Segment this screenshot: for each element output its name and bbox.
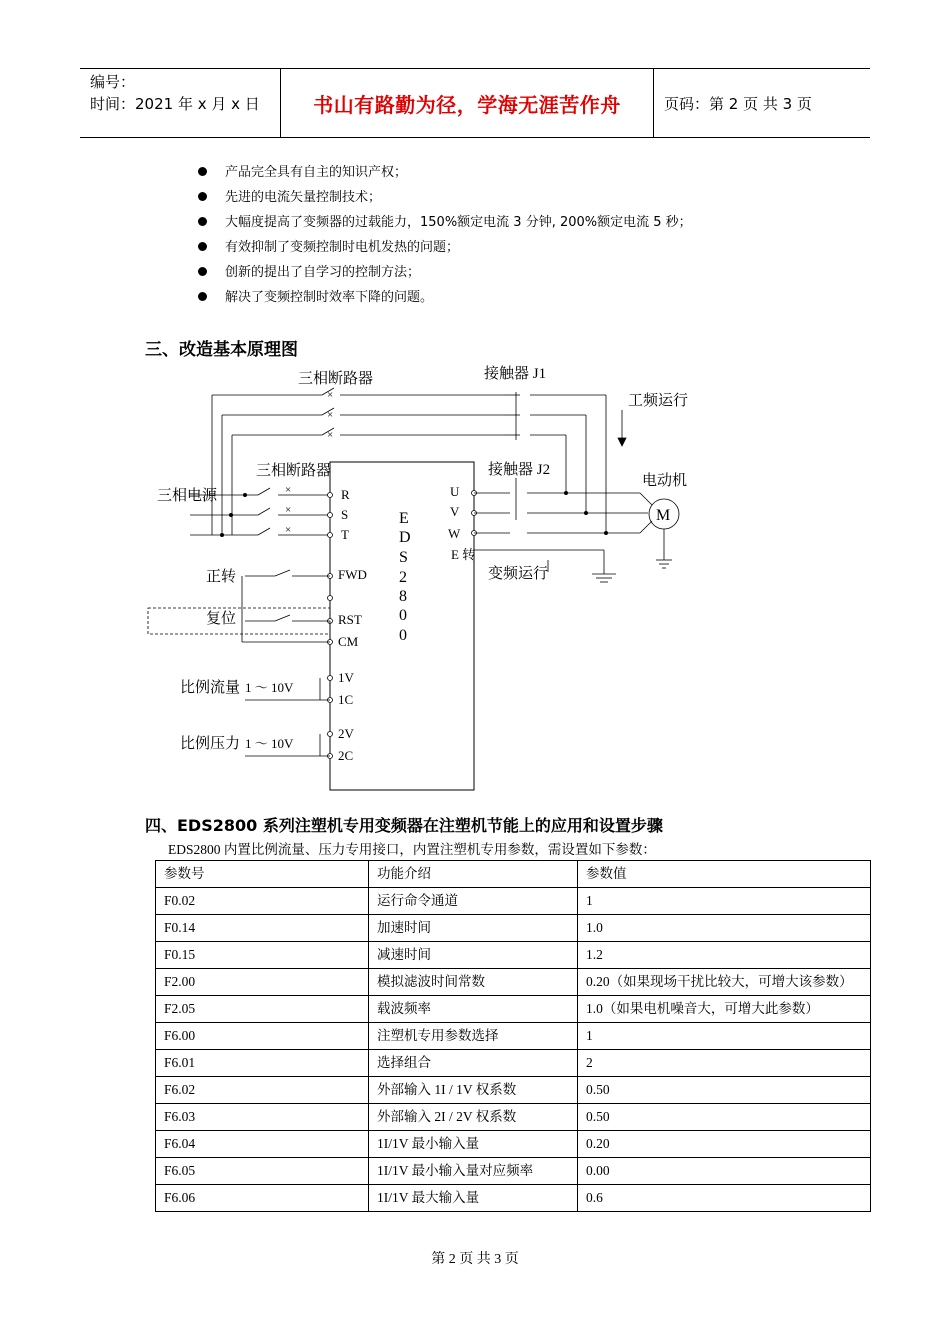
svg-text:R: R	[341, 487, 350, 502]
svg-text:CM: CM	[338, 634, 359, 649]
table-cell: 运行命令通道	[369, 888, 578, 915]
table-cell: 载波频率	[369, 996, 578, 1023]
range2-label: 1 ～ 10V	[245, 736, 294, 751]
parameter-table	[155, 860, 871, 1212]
control-lines	[148, 570, 330, 756]
svg-text:FWD: FWD	[338, 567, 367, 582]
bullet-icon	[198, 192, 207, 201]
table-cell: 加速时间	[369, 915, 578, 942]
inverter-model-label	[399, 510, 411, 644]
table-cell: F6.05	[156, 1158, 369, 1185]
table-row	[156, 942, 871, 969]
table-cell: F6.06	[156, 1185, 369, 1212]
svg-text:×: ×	[285, 504, 292, 516]
section4-intro: EDS2800 内置比例流量、压力专用接口，内置注塑机专用参数，需设置如下参数：	[168, 842, 656, 857]
table-cell: F0.15	[156, 942, 369, 969]
table-cell: 选择组合	[369, 1050, 578, 1077]
table-cell: 1	[578, 888, 871, 915]
table-row	[156, 915, 871, 942]
wiring-diagram	[0, 360, 950, 800]
svg-text:S: S	[399, 549, 408, 566]
header-right-cell	[654, 69, 870, 137]
page-footer: 第 2 页 共 3 页	[431, 1252, 519, 1267]
header-middle-cell	[281, 69, 654, 137]
table-cell: F0.02	[156, 888, 369, 915]
table-header-row: 参数号 功能介绍 参数值	[156, 861, 871, 888]
table-row	[156, 1104, 871, 1131]
svg-text:V: V	[450, 504, 460, 519]
table-row	[156, 1023, 871, 1050]
bullet-item: 大幅度提高了变频器的过载能力，150%额定电流 3 分钟, 200%额定电流 5 秒；	[198, 211, 692, 230]
table-cell: 减速时间	[369, 942, 578, 969]
table-cell: F0.14	[156, 915, 369, 942]
table-cell: F6.01	[156, 1050, 369, 1077]
table-cell: 外部输入 1I / 1V 权系数	[369, 1077, 578, 1104]
power-source-label: 三相电源	[157, 488, 218, 504]
table-cell: 0.50	[578, 1077, 871, 1104]
time-label: 时间：2021 年 x 月 x 日	[90, 95, 260, 113]
svg-text:D: D	[399, 529, 411, 546]
range1-label: 1 ～ 10V	[245, 680, 294, 695]
svg-text:1C: 1C	[338, 692, 354, 707]
table-cell: 1	[578, 1023, 871, 1050]
table-cell: 0.20	[578, 1131, 871, 1158]
bullet-item: 先进的电流矢量控制技术；	[198, 186, 381, 205]
bullet-item: 解决了变频控制时效率下降的问题。	[198, 286, 433, 305]
table-row	[156, 1158, 871, 1185]
table-row	[156, 888, 871, 915]
svg-text:0: 0	[399, 607, 407, 624]
motor-label: 电动机	[642, 473, 688, 489]
svg-text:E: E	[399, 510, 409, 527]
mains-run-label: 工频运行	[628, 393, 689, 409]
svg-text:×: ×	[327, 429, 334, 441]
forward-label: 正转	[206, 569, 237, 585]
svg-text:×: ×	[327, 389, 334, 401]
svg-text:E 转: E 转	[451, 547, 476, 562]
svg-text:T: T	[341, 527, 349, 542]
svg-text:U: U	[450, 484, 460, 499]
svg-text:2C: 2C	[338, 748, 354, 763]
breaker-left-label: 三相断路器	[256, 463, 332, 479]
page-label: 页码：第 2 页 共 3 页	[664, 94, 812, 113]
svg-text:0: 0	[399, 627, 407, 644]
bullet-icon	[198, 292, 207, 301]
table-cell: 0.50	[578, 1104, 871, 1131]
table-cell: F6.03	[156, 1104, 369, 1131]
table-cell: 注塑机专用参数选择	[369, 1023, 578, 1050]
table-cell: 0.6	[578, 1185, 871, 1212]
bullet-icon	[198, 267, 207, 276]
table-cell: 0.00	[578, 1158, 871, 1185]
svg-text:×: ×	[285, 524, 292, 536]
number-label: 编号：	[90, 73, 136, 91]
reset-label: 复位	[206, 611, 237, 627]
vfd-run-label: 变频运行	[488, 566, 549, 582]
svg-text:W: W	[448, 526, 461, 541]
table-cell: 1I/1V 最小输入量	[369, 1131, 578, 1158]
table-cell: F6.00	[156, 1023, 369, 1050]
flow-label: 比例流量	[180, 680, 241, 696]
svg-text:2: 2	[399, 569, 407, 586]
bullet-icon	[198, 217, 207, 226]
bullet-item: 有效抑制了变频控制时电机发热的问题；	[198, 236, 459, 255]
svg-text:×: ×	[285, 484, 292, 496]
bullet-item: 产品完全具有自主的知识产权；	[198, 161, 407, 180]
table-cell: 1I/1V 最小输入量对应频率	[369, 1158, 578, 1185]
table-row	[156, 1077, 871, 1104]
table-cell: F6.02	[156, 1077, 369, 1104]
svg-text:S: S	[341, 507, 349, 522]
section4-title: 四、EDS2800 系列注塑机专用变频器在注塑机节能上的应用和设置步骤	[145, 816, 663, 835]
table-cell: 1I/1V 最大输入量	[369, 1185, 578, 1212]
table-cell: 模拟滤波时间常数	[369, 969, 578, 996]
breaker-top-label: 三相断路器	[298, 371, 374, 387]
table-cell: F2.00	[156, 969, 369, 996]
svg-text:RST: RST	[338, 612, 362, 627]
svg-text:2V: 2V	[338, 726, 354, 741]
header-left-cell	[80, 69, 281, 137]
motto: 书山有路勤为径，学海无涯苦作舟	[313, 92, 621, 117]
page-header	[80, 68, 870, 138]
bullet-icon	[198, 167, 207, 176]
bullet-icon	[198, 242, 207, 251]
table-row	[156, 1050, 871, 1077]
table-row	[156, 1131, 871, 1158]
table-cell: F6.04	[156, 1131, 369, 1158]
motor-symbol: M	[656, 507, 671, 524]
table-cell: 1.2	[578, 942, 871, 969]
table-row	[156, 996, 871, 1023]
svg-text:1V: 1V	[338, 670, 354, 685]
table-row	[156, 1185, 871, 1212]
table-row	[156, 969, 871, 996]
svg-text:×: ×	[327, 409, 334, 421]
bullet-item: 创新的提出了自学习的控制方法；	[198, 261, 420, 280]
table-cell: 外部输入 2I / 2V 权系数	[369, 1104, 578, 1131]
table-cell: 1.0（如果电机噪音大，可增大此参数）	[578, 996, 871, 1023]
contactor-j2-label: 接触器 J2	[488, 462, 551, 478]
table-cell: 2	[578, 1050, 871, 1077]
pressure-label: 比例压力	[180, 736, 241, 752]
contactor-j1-label: 接触器 J1	[484, 366, 547, 382]
table-cell: F2.05	[156, 996, 369, 1023]
table-cell: 1.0	[578, 915, 871, 942]
table-cell: 0.20（如果现场干扰比较大，可增大该参数）	[578, 969, 871, 996]
svg-text:8: 8	[399, 588, 407, 605]
section3-title: 三、改造基本原理图	[145, 340, 298, 360]
